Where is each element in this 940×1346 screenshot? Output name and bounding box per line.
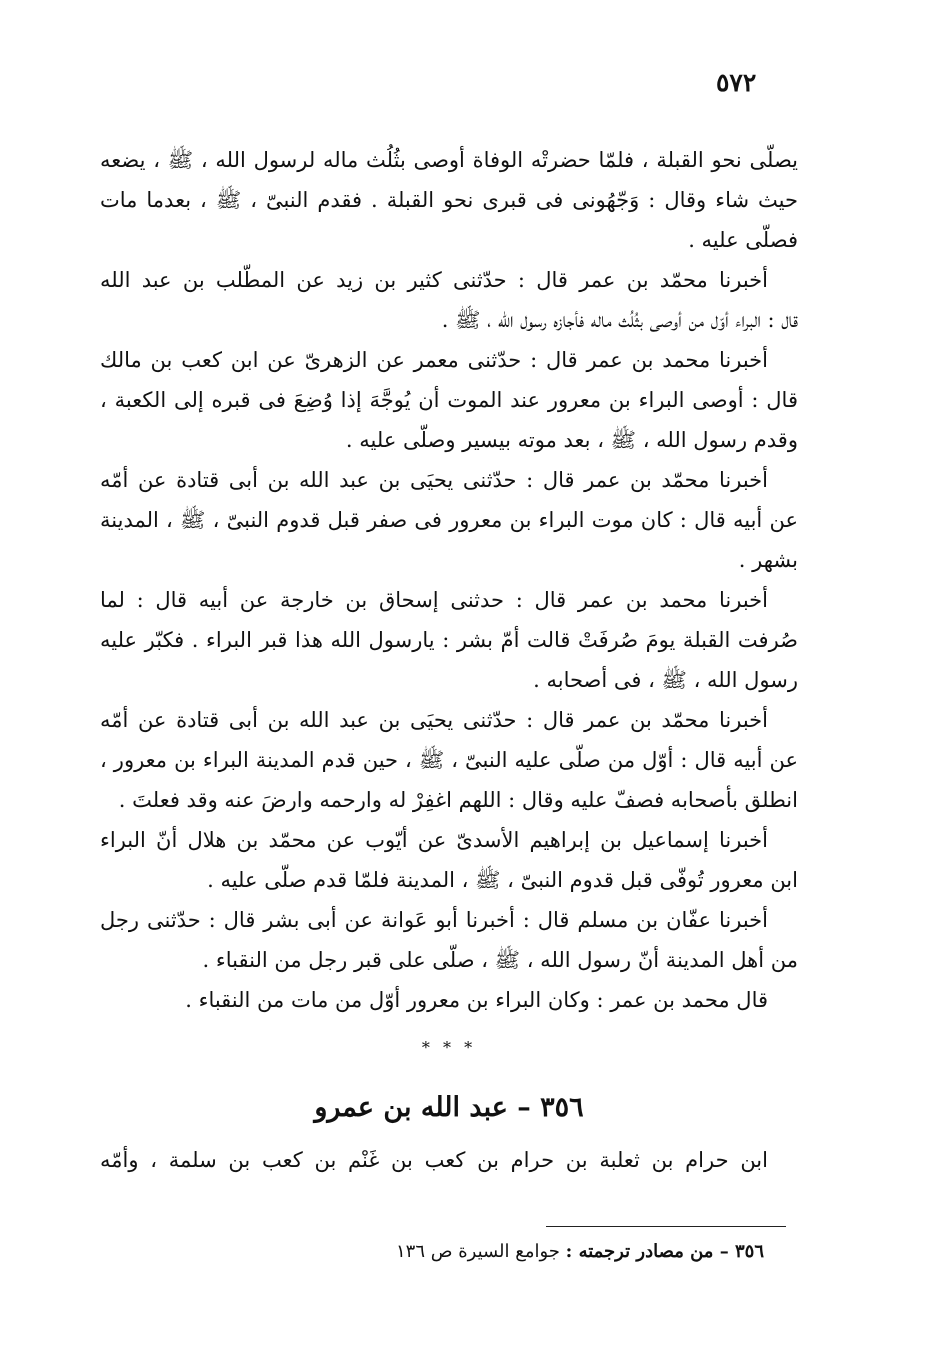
text-line: أخبرنا عفّان بن مسلم قال : أخبرنا أبو عَوانة عن أبى بشر قال : حدّثنى رجل (100, 908, 768, 932)
paragraph-2 (100, 260, 798, 340)
text-line: أخبرنا محمّد بن عمر قال : حدّثنى كثير بن زيد عن المطّلب بن عبد الله (100, 268, 768, 292)
text-line: صُرفت القبلة يومَ صُرفَتْ قالت أمّ بشر : يارسول الله هذا قبر البراء . فكبّر عليه (100, 628, 798, 652)
paragraph-3 (100, 340, 798, 460)
paragraph-1 (100, 140, 798, 260)
text-line: أخبرنا إسماعيل بن إبراهيم الأسدىّ عن أيّوب عن محمّد بن هلال أنّ البراء (100, 828, 768, 852)
paragraph-6 (100, 700, 798, 820)
text-line: قال : البراء أوّل من أوصى بثُلُث ماله فأجازه رسول الله ، ﷺ . (441, 308, 798, 332)
text-line: بشهر . (738, 548, 798, 572)
page-number: ٥٧٢ (716, 68, 757, 97)
text-line: أخبرنا محمّد بن عمر قال : حدّثنى يحيَى بن عبد الله بن أبى قتادة عن أمّه (100, 468, 768, 492)
text-line: ابن معرور تُوفّى قبل قدوم النبىّ ، ﷺ ، المدينة فلمّا قدم صلّى عليه . (207, 868, 798, 892)
footnote-divider (546, 1226, 786, 1227)
text-line: أخبرنا محمّد بن عمر قال : حدّثنى يحيَى بن عبد الله بن أبى قتادة عن أمّه (100, 708, 768, 732)
text-line: أخبرنا محمد بن عمر قال : حدّثنى معمر عن الزهرىّ عن ابن كعب بن مالك (100, 348, 768, 372)
text-line: عن أبيه قال : أوّل من صلّى عليه النبىّ ، ﷺ ، حين قدم المدينة البراء بن معرور ، (100, 748, 798, 772)
paragraph-8 (100, 900, 798, 980)
text-line: حيث شاء وقال : وَجّهُونى فى قبرى نحو القبلة . فقدم النبىّ ، ﷺ ، بعدما مات (100, 188, 798, 212)
text-line: أخبرنا محمد بن عمر قال : حدثنى إسحاق بن خارجة عن أبيه قال : لما (100, 588, 768, 612)
text-line: قال : أوصى البراء بن معرور عند الموت أن يُوجَّهَ إذا وُضِعَ فى قبره إلى الكعبة ، (100, 388, 798, 412)
section-separator: * * * (421, 1038, 477, 1057)
paragraph-4 (100, 460, 798, 580)
text-line: وقدم رسول الله ، ﷺ ، بعد موته بيسير وصلّى عليه . (345, 428, 798, 452)
text-line: قال محمد بن عمر : وكان البراء بن معرور أوّل من مات من النقباء . (185, 988, 768, 1012)
text-line: ابن حرام بن ثعلبة بن حرام بن كعب بن غَنْم بن كعب بن سلمة ، وأمّه (100, 1148, 768, 1172)
paragraph-5 (100, 580, 798, 700)
text-line: من أهل المدينة أنّ رسول الله ، ﷺ ، صلّى على قبر رجل من النقباء . (202, 948, 798, 972)
text-line: فصلّى عليه . (688, 228, 798, 252)
text-line: يصلّى نحو القبلة ، فلمّا حضرتْه الوفاة أوصى بثُلُث ماله لرسول الله ، ﷺ ، يضعه (100, 148, 798, 172)
footnote-label: ٣٥٦ – من مصادر ترجمته : (565, 1241, 764, 1262)
section-heading: ٣٥٦ – عبد الله بن عمرو (314, 1092, 584, 1123)
text-line: عن أبيه قال : كان موت البراء بن معرور فى صفر قبل قدوم النبىّ ، ﷺ ، المدينة (100, 508, 798, 532)
text-line: رسول الله ، ﷺ ، فى أصحابه . (533, 668, 798, 692)
paragraph-7 (100, 820, 798, 900)
paragraph-9 (100, 980, 798, 1020)
footnote-text: جوامع السيرة ص ١٣٦ (395, 1241, 560, 1262)
text-line: انطلق بأصحابه فصفّ عليه وقال : اللهم اغفِرْ له وارحمه وارضَ عنه وقد فعلتَ . (118, 788, 798, 812)
footnote (330, 1234, 764, 1270)
page-body (100, 140, 798, 1180)
section-paragraph (100, 1140, 798, 1180)
